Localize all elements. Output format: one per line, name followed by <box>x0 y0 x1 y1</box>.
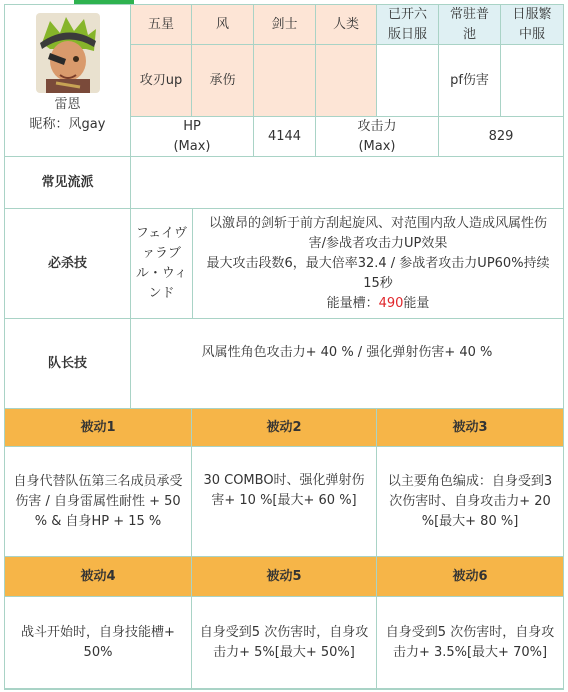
passive-4-header: 被动4 <box>5 557 192 597</box>
hp-value: 4144 <box>254 117 316 157</box>
server-cell: 日服繁中服 <box>501 5 564 45</box>
special-skill-name: フェイヴァラブル・ウィンド <box>131 209 193 319</box>
leader-skill-label: 队长技 <box>5 319 131 409</box>
passive-2-text: 30 COMBO时、强化弹射伤害+ 10 %[最大+ 60 %] <box>192 447 377 557</box>
tag-cell-6: pf伤害 <box>439 45 501 117</box>
passive-3-text: 以主要角色编成：自身受到3次伤害时、自身攻击力+ 20 %[最大+ 80 %] <box>377 447 564 557</box>
tag-cell-2: 承伤 <box>192 45 254 117</box>
skill-stats-line: 最大攻击段数6，最大倍率32.4 / 参战者攻击力UP60%持续15秒 <box>206 255 550 291</box>
passive-4-text: 战斗开始时，自身技能槽+ 50% <box>5 597 192 689</box>
passive-5-text: 自身受到5 次伤害时，自身攻击力+ 5%[最大+ 50%] <box>192 597 377 689</box>
character-portrait <box>36 13 100 93</box>
special-skill-label: 必杀技 <box>5 209 131 319</box>
hp-label: HP (Max) <box>131 117 254 157</box>
tag-cell-7-empty <box>501 45 564 117</box>
common-builds-label: 常见流派 <box>5 157 131 209</box>
tag-cell-4-empty <box>316 45 377 117</box>
element-cell: 风 <box>192 5 254 45</box>
passive-2-header: 被动2 <box>192 409 377 447</box>
race-cell: 人类 <box>316 5 377 45</box>
tag-cell-1: 攻刃up <box>131 45 192 117</box>
edition-cell: 已开六版日服 <box>377 5 439 45</box>
character-nickname: 昵称：风gay <box>29 117 106 132</box>
passive-6-text: 自身受到5 次伤害时，自身攻击力+ 3.5%[最大+ 70%] <box>377 597 564 689</box>
avatar-cell <box>5 5 131 157</box>
skill-effect-line: 以激昂的剑斩于前方刮起旋风、对范围内敌人造成风属性伤害/参战者攻击力UP效果 <box>208 215 547 251</box>
leader-skill-value: 风属性角色攻击力+ 40 % / 强化弹射伤害+ 40 % <box>131 319 564 409</box>
rarity-cell: 五星 <box>131 5 192 45</box>
passive-1-header: 被动1 <box>5 409 192 447</box>
energy-prefix: 能量槽： <box>326 295 379 311</box>
attack-value: 829 <box>439 117 564 157</box>
pool-cell: 常驻普池 <box>439 5 501 45</box>
character-info-table <box>4 4 564 690</box>
energy-suffix: 能量 <box>403 295 430 311</box>
special-skill-description <box>193 209 564 319</box>
passive-5-header: 被动5 <box>192 557 377 597</box>
tag-cell-5-empty <box>377 45 439 117</box>
energy-value: 490 <box>378 295 404 311</box>
passive-6-header: 被动6 <box>377 557 564 597</box>
common-builds-value <box>131 157 564 209</box>
tag-cell-3-empty <box>254 45 316 117</box>
passive-1-text: 自身代替队伍第三名成员承受伤害 / 自身雷属性耐性 + 50 % & 自身HP + 15 % <box>5 447 192 557</box>
skill-energy-line <box>327 294 430 314</box>
character-name: 雷恩 <box>54 97 81 112</box>
class-cell: 剑士 <box>254 5 316 45</box>
passive-3-header: 被动3 <box>377 409 564 447</box>
attack-label: 攻击力 (Max) <box>316 117 439 157</box>
